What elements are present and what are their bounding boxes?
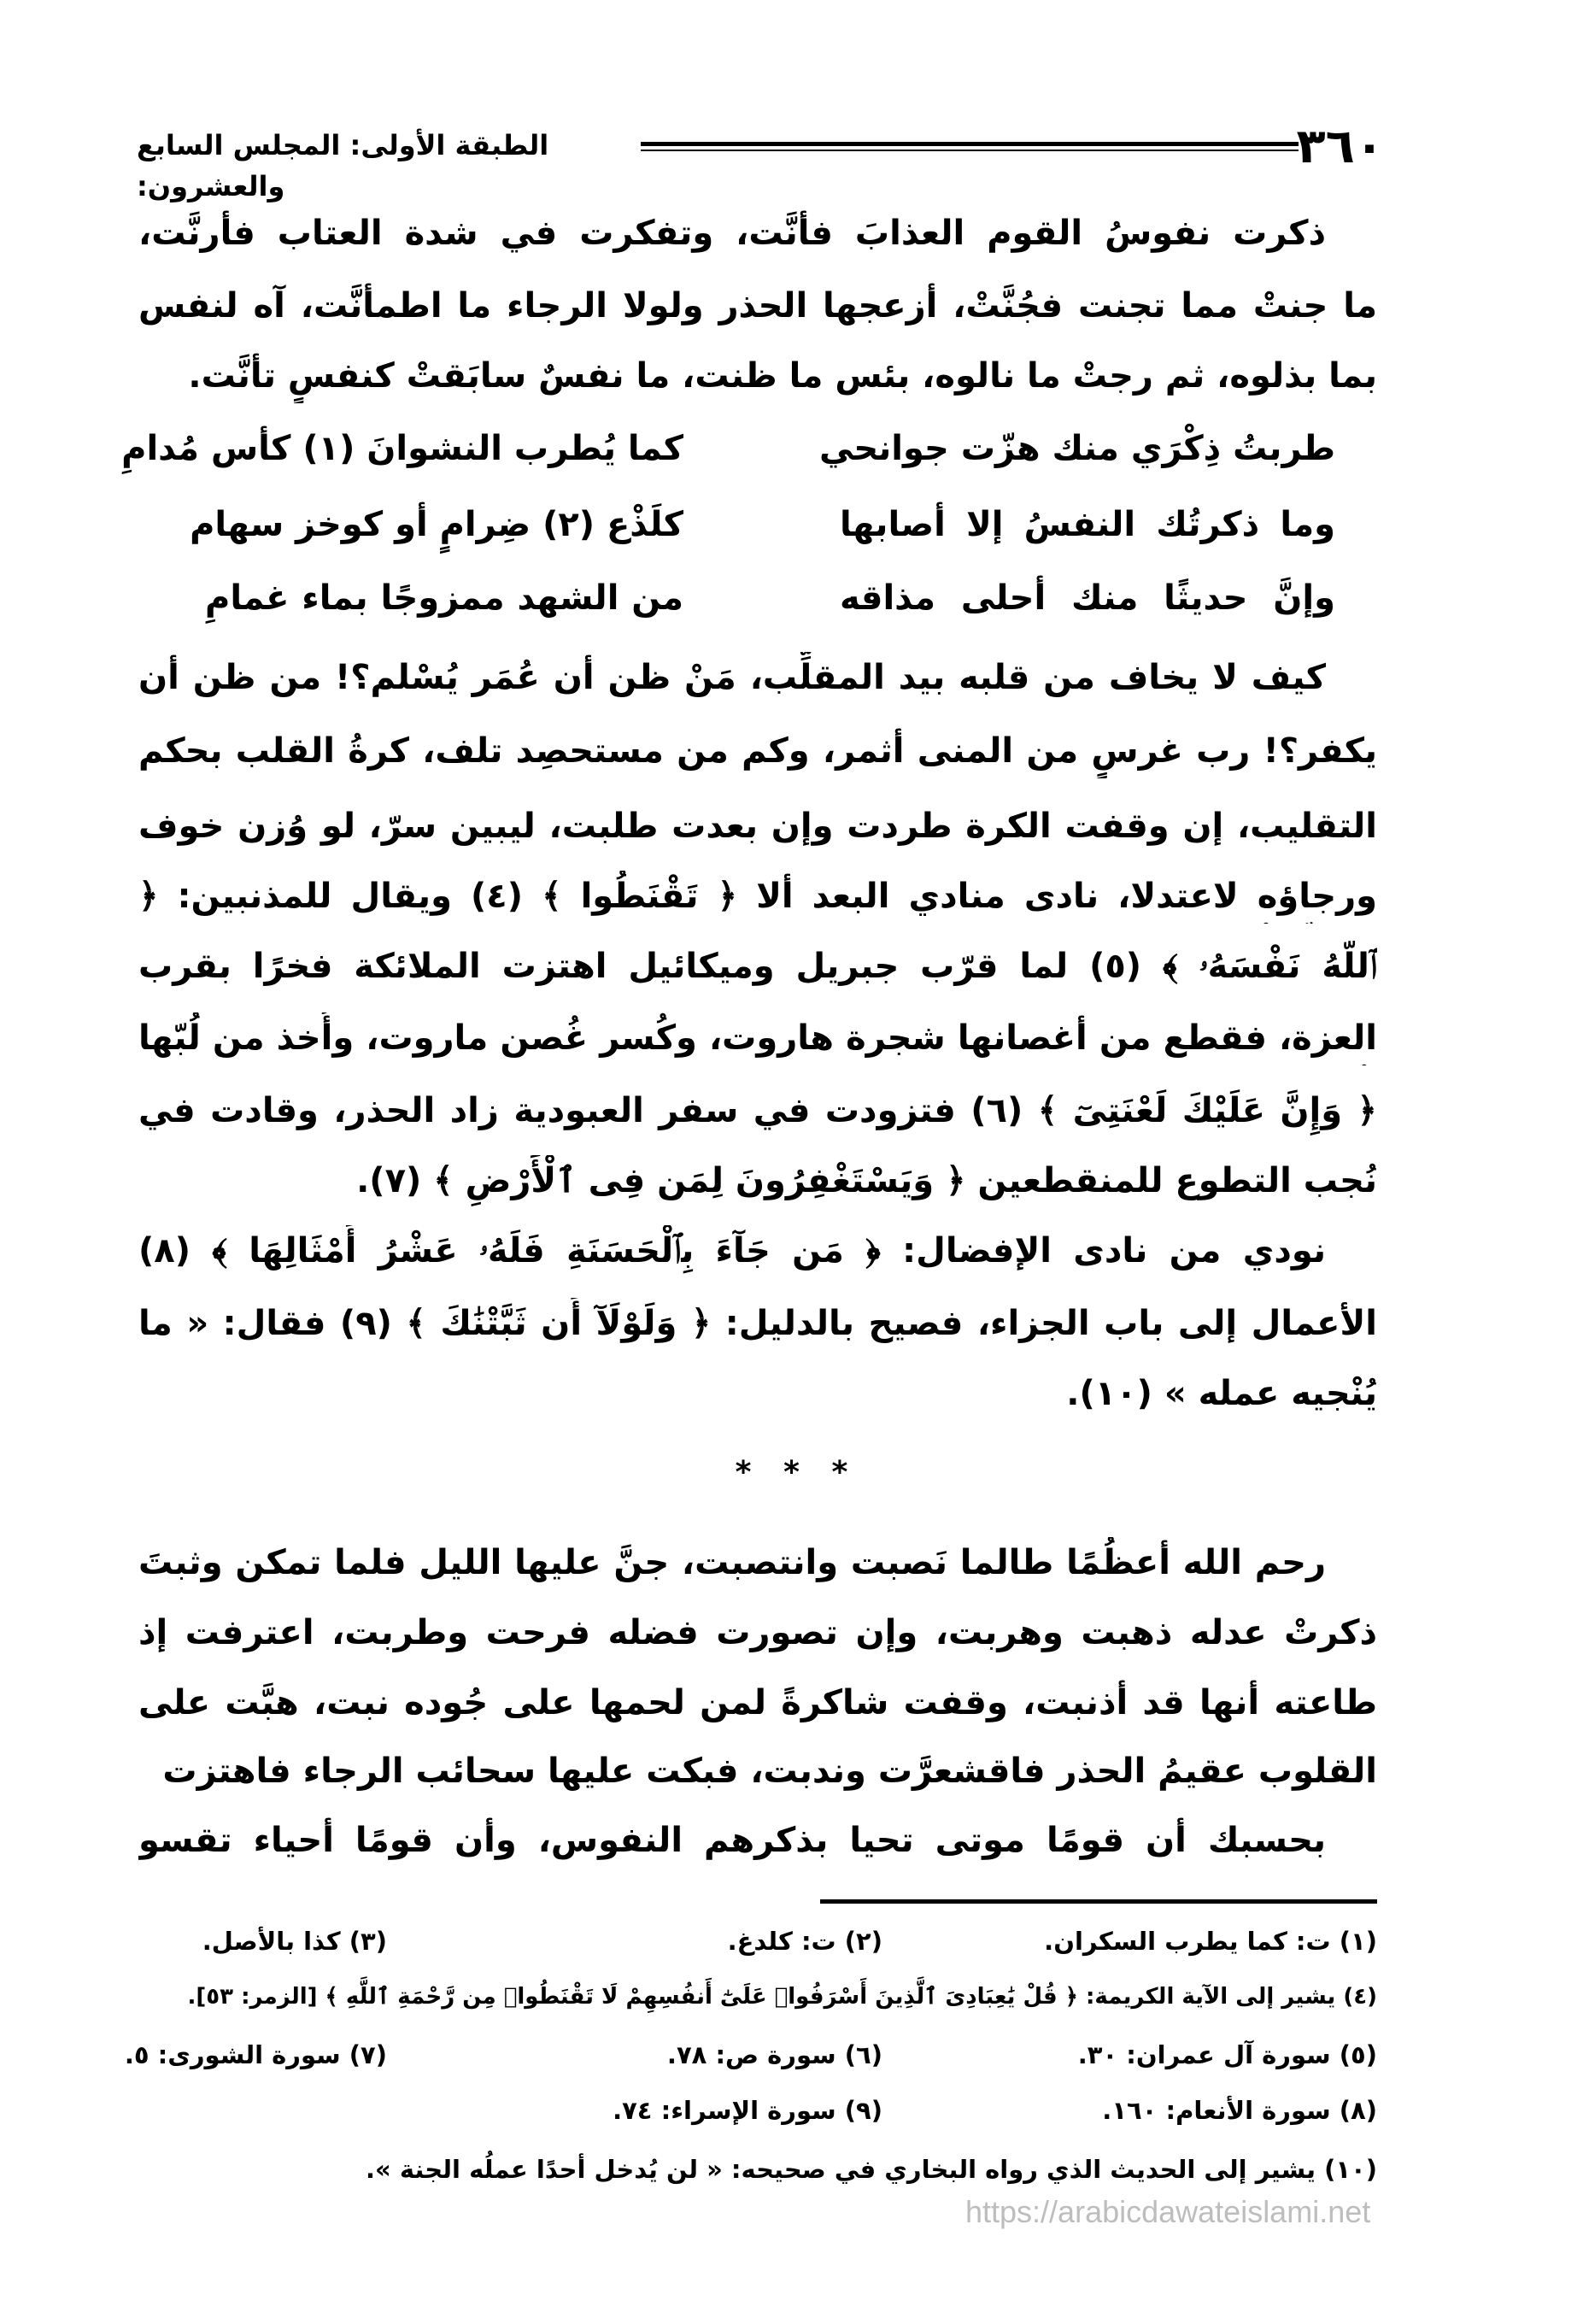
body-line: القلوب عقيمُ الحذر فاقشعرَّت وندبت، فبكت عليها سحائب الرجاء فاهتزت [162,1752,1377,1791]
body-line: رحم الله أعظُمًا طالما نَصبت وانتصبت، جنَّ عليها الليل فلما تمكن وثبتَ [138,1543,1326,1582]
body-line: نُجب التطوع للمنقطعين ﴿ وَيَسْتَغْفِرُونَ لِمَن فِى ٱلْأَرْضِ ﴾ (٧). [356,1161,1377,1200]
footnote: (٦) سورة ص: ٧٨. [666,2040,882,2069]
body-line: طاعته أنها قد أذنبت، وقفت شاكرةً لمن لحمها على جُوده نبت، هبَّت على [138,1683,1377,1722]
body-line: يكفر؟! رب غرسٍ من المنى أثمر، وكم من مستحصِد تلف، كرةُ القلب بحكم [138,731,1377,771]
verse-right-hemistich: وإنَّ حديثًا منك أحلى مذاقه [840,578,1335,618]
body-line: يُنْجيه عمله » (١٠). [1066,1374,1377,1413]
body-line: ورجاؤه لاعتدلا، نادى منادي البعد ألا ﴿ تَقْنَطُوا ﴾ (٤) ويقال للمذنبين: ﴿ [138,877,1377,916]
verse-left-hemistich: كما يُطرب النشوانَ (١) كأس مُدامِ [121,429,683,468]
footnote: (١٠) يشير إلى الحديث الذي رواه البخاري في صحيحه: « لن يُدخل أحدًا عملُه الجنة ». [366,2155,1377,2184]
watermark-url: https://arabicdawateislami.net [965,2194,1371,2229]
footnote: (١) ت: كما يطرب السكران. [1044,1927,1377,1956]
footnote: (٧) سورة الشورى: ٥. [124,2040,387,2069]
footnote: (٩) سورة الإسراء: ٧٤. [613,2096,882,2125]
body-line: بحسبك أن قومًا موتى تحيا بذكرهم النفوس، وأن قومًا أحياء تقسو [138,1821,1326,1860]
footnote: (٥) سورة آل عمران: ٣٠. [1077,2040,1377,2069]
footnote: (٣) كذا بالأصل. [202,1927,387,1956]
verse-left-hemistich: كلَذْع (٢) ضِرامٍ أو كوخز سهام [190,505,683,544]
body-line: العزة، فقطع من أغصانها شجرة هاروت، وكُسر غُصن ماروت، وأُخذ من لُبّها [138,1018,1377,1058]
body-line: ﴿ وَإِنَّ عَلَيْكَ لَعْنَتِىٓ ﴾ (٦) فتزودت في سفر العبودية زاد الحذر، وقادت في [138,1091,1377,1130]
body-line: كيف لا يخاف من قلبه بيد المقلِّب، مَنْ ظن أن عُمَر يُسْلم؟! من ظن أن [138,658,1326,697]
section-separator: * * * [735,1455,848,1490]
body-line: ذكرت نفوسُ القوم العذابَ فأنَّت، وتفكرت في شدة العتاب فأرنَّت، [138,214,1326,253]
body-line: نودي من نادى الإفضال: ﴿ مَن جَآءَ بِٱلْحَسَنَةِ فَلَهُۥ عَشْرُ أَمْثَالِهَا ﴾ (٨) [138,1231,1326,1271]
header-rule [641,142,1299,151]
verse-left-hemistich: من الشهد ممزوجًا بماء غمامِ [205,578,683,618]
body-line: ما جنتْ مما تجنت فجُنَّتْ، أزعجها الحذر ولولا الرجاء ما اطمأنَّت، آه لنفس [138,286,1377,326]
body-line: الأعمال إلى باب الجزاء، فصيح بالدليل: ﴿ وَلَوْلَآ أَن ثَبَّتْنَٰكَ ﴾ (٩) فقال: « ما [138,1304,1377,1343]
body-line: التقليب، إن وقفت الكرة طردت وإن بعدت طلبت، ليبين سرّ، لو وُزن خوف [138,807,1377,846]
body-line: ذكرتْ عدله ذهبت وهربت، وإن تصورت فضله فرحت وطربت، اعترفت إذ [138,1613,1377,1652]
verse-right-hemistich: طربتُ ذِكْرَي منك هزّت جوانحي [818,429,1335,468]
page-number: ٣٦٠ [1296,119,1384,174]
footnote-rule [820,1899,1377,1904]
footnote: (٢) ت: كلدغ. [727,1927,882,1956]
verse-right-hemistich: وما ذكرتُك النفسُ إلا أصابها [840,505,1335,544]
footnote: (٤) يشير إلى الآية الكريمة: ﴿ قُلْ يَٰعِبَادِىَ ٱلَّذِينَ أَسْرَفُوا۟ عَلَىٰٓ أَنفُسِهِمْ لَا تَقْنَطُوا۟ مِن رَّحْمَةِ ٱللَّهِ ﴾ [الزمر: ٥٣]. [187,1984,1377,2010]
running-title: الطبقة الأولى: المجلس السابع والعشرون: [137,129,549,202]
body-line: ٱللَّهُ نَفْسَهُۥ ﴾ (٥) لما قرّب جبريل وميكائيل اهتزت الملائكة فخرًا بقرب [138,947,1377,986]
footnote: (٨) سورة الأنعام: ١٦٠. [1102,2096,1377,2125]
body-line: بما بذلوه، ثم رجتْ ما نالوه، بئس ما ظنت، ما نفسٌ سابَقتْ كنفسٍ تأنَّت. [188,356,1377,396]
